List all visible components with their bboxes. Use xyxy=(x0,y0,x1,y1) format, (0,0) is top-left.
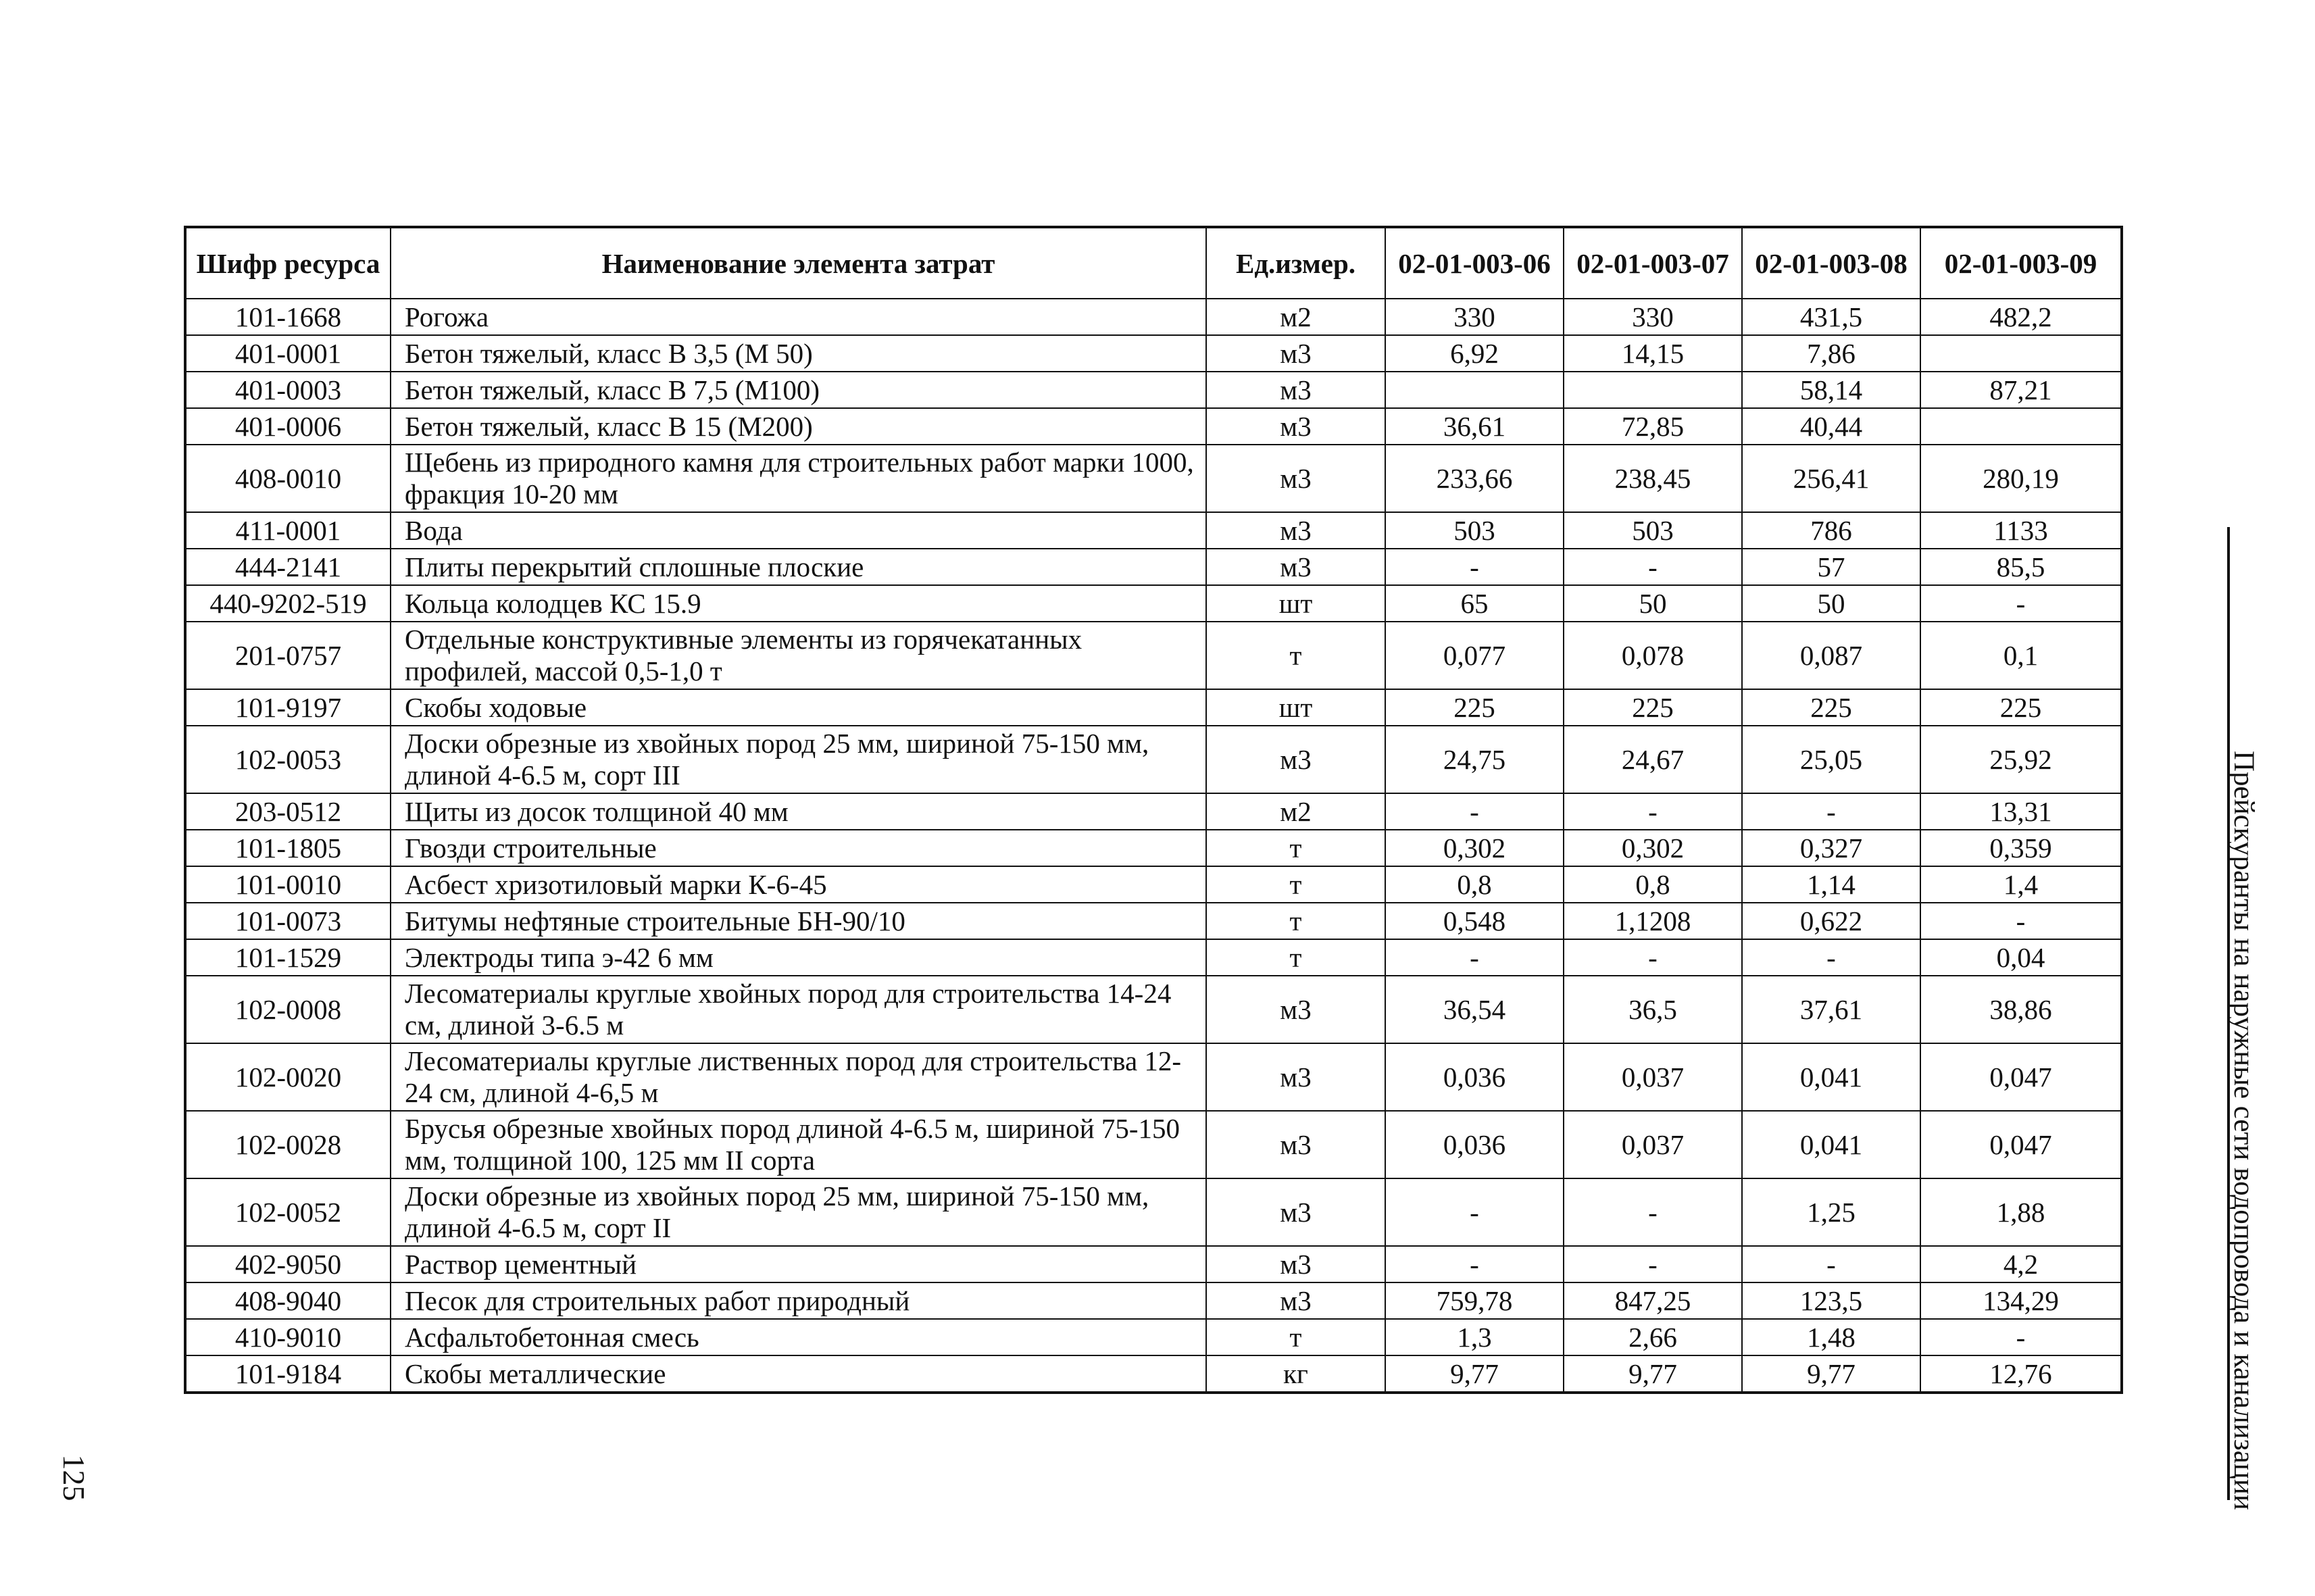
cell-value-02-01-003-09: 0,047 xyxy=(1920,1111,2122,1178)
table-row xyxy=(185,1282,2122,1319)
table-row xyxy=(185,622,2122,689)
cell-value-02-01-003-07: 330 xyxy=(1564,299,1742,335)
cell-value-02-01-003-08: 256,41 xyxy=(1742,445,1920,512)
cell-value-02-01-003-07: 9,77 xyxy=(1564,1355,1742,1393)
cell-value-02-01-003-07: 50 xyxy=(1564,585,1742,622)
table-body xyxy=(185,299,2122,1393)
header-col-02-01-003-07: 02-01-003-07 xyxy=(1564,227,1742,299)
cell-value-02-01-003-06: 36,54 xyxy=(1385,976,1564,1043)
cell-value-02-01-003-09: 1133 xyxy=(1920,512,2122,549)
cell-value-02-01-003-07: 225 xyxy=(1564,689,1742,726)
cell-unit: м3 xyxy=(1206,1043,1385,1111)
cell-cost-element-name: Вода xyxy=(391,512,1206,549)
cell-cost-element-name: Песок для строительных работ природный xyxy=(391,1282,1206,1319)
cell-cost-element-name: Скобы металлические xyxy=(391,1355,1206,1393)
cell-resource-code: 101-1805 xyxy=(185,830,391,866)
cell-value-02-01-003-07: 0,302 xyxy=(1564,830,1742,866)
table-header-row xyxy=(185,227,2122,299)
cell-unit: м3 xyxy=(1206,1111,1385,1178)
cell-value-02-01-003-07: 503 xyxy=(1564,512,1742,549)
cell-cost-element-name: Рогожа xyxy=(391,299,1206,335)
cell-cost-element-name: Плиты перекрытий сплошные плоские xyxy=(391,549,1206,585)
table-row xyxy=(185,976,2122,1043)
header-unit: Ед.измер. xyxy=(1206,227,1385,299)
cell-value-02-01-003-08: 1,25 xyxy=(1742,1178,1920,1246)
cell-unit: т xyxy=(1206,622,1385,689)
cell-value-02-01-003-09: 134,29 xyxy=(1920,1282,2122,1319)
cell-resource-code: 411-0001 xyxy=(185,512,391,549)
table-row xyxy=(185,335,2122,372)
cell-unit: м3 xyxy=(1206,445,1385,512)
cell-unit: м2 xyxy=(1206,299,1385,335)
cell-value-02-01-003-06: 759,78 xyxy=(1385,1282,1564,1319)
cell-cost-element-name: Бетон тяжелый, класс В 15 (М200) xyxy=(391,408,1206,445)
cell-resource-code: 102-0020 xyxy=(185,1043,391,1111)
cell-unit: м3 xyxy=(1206,1282,1385,1319)
cell-value-02-01-003-07: 72,85 xyxy=(1564,408,1742,445)
cell-cost-element-name: Лесоматериалы круглые хвойных пород для строительства 14-24 см, длиной 3-6.5 м xyxy=(391,976,1206,1043)
cell-value-02-01-003-08: 431,5 xyxy=(1742,299,1920,335)
cell-value-02-01-003-07: 0,037 xyxy=(1564,1111,1742,1178)
cell-value-02-01-003-08: 225 xyxy=(1742,689,1920,726)
cell-value-02-01-003-07: 238,45 xyxy=(1564,445,1742,512)
cell-value-02-01-003-06: 9,77 xyxy=(1385,1355,1564,1393)
cell-value-02-01-003-07: 0,037 xyxy=(1564,1043,1742,1111)
cell-value-02-01-003-06: 65 xyxy=(1385,585,1564,622)
cell-value-02-01-003-09: 225 xyxy=(1920,689,2122,726)
cell-resource-code: 401-0001 xyxy=(185,335,391,372)
table-row xyxy=(185,866,2122,903)
cell-resource-code: 102-0028 xyxy=(185,1111,391,1178)
cell-value-02-01-003-08: 7,86 xyxy=(1742,335,1920,372)
cell-resource-code: 101-0073 xyxy=(185,903,391,939)
cell-value-02-01-003-06 xyxy=(1385,372,1564,408)
cell-cost-element-name: Брусья обрезные хвойных пород длиной 4-6.5 м, шириной 75-150 мм, толщиной 100, 125 мм II сорта xyxy=(391,1111,1206,1178)
cell-value-02-01-003-08: 58,14 xyxy=(1742,372,1920,408)
cell-resource-code: 444-2141 xyxy=(185,549,391,585)
table-row xyxy=(185,549,2122,585)
cell-resource-code: 440-9202-519 xyxy=(185,585,391,622)
cell-value-02-01-003-09: - xyxy=(1920,903,2122,939)
table-row xyxy=(185,939,2122,976)
cell-value-02-01-003-08: 0,327 xyxy=(1742,830,1920,866)
cell-cost-element-name: Асбест хризотиловый марки К-6-45 xyxy=(391,866,1206,903)
cell-value-02-01-003-09: 0,1 xyxy=(1920,622,2122,689)
cell-value-02-01-003-08: 0,041 xyxy=(1742,1043,1920,1111)
cell-value-02-01-003-07: 847,25 xyxy=(1564,1282,1742,1319)
cell-value-02-01-003-07: - xyxy=(1564,1246,1742,1282)
cell-resource-code: 102-0053 xyxy=(185,726,391,793)
cell-unit: кг xyxy=(1206,1355,1385,1393)
header-cost-element-name: Наименование элемента затрат xyxy=(391,227,1206,299)
cell-value-02-01-003-06: 503 xyxy=(1385,512,1564,549)
cell-resource-code: 102-0052 xyxy=(185,1178,391,1246)
cell-value-02-01-003-08: 123,5 xyxy=(1742,1282,1920,1319)
cell-value-02-01-003-09: 38,86 xyxy=(1920,976,2122,1043)
cell-value-02-01-003-06: 0,036 xyxy=(1385,1043,1564,1111)
cell-unit: м3 xyxy=(1206,1178,1385,1246)
table-row xyxy=(185,1246,2122,1282)
cell-value-02-01-003-07: 1,1208 xyxy=(1564,903,1742,939)
cell-value-02-01-003-06: - xyxy=(1385,549,1564,585)
cell-value-02-01-003-08: 1,14 xyxy=(1742,866,1920,903)
cell-cost-element-name: Бетон тяжелый, класс В 3,5 (М 50) xyxy=(391,335,1206,372)
cell-value-02-01-003-09 xyxy=(1920,408,2122,445)
cell-unit: м3 xyxy=(1206,976,1385,1043)
cell-value-02-01-003-07: 0,078 xyxy=(1564,622,1742,689)
cell-value-02-01-003-07: 2,66 xyxy=(1564,1319,1742,1355)
cell-value-02-01-003-06: 0,8 xyxy=(1385,866,1564,903)
cell-cost-element-name: Бетон тяжелый, класс В 7,5 (М100) xyxy=(391,372,1206,408)
cell-value-02-01-003-07: 24,67 xyxy=(1564,726,1742,793)
cell-value-02-01-003-06: 1,3 xyxy=(1385,1319,1564,1355)
cell-value-02-01-003-08: 0,041 xyxy=(1742,1111,1920,1178)
cell-value-02-01-003-08: 57 xyxy=(1742,549,1920,585)
table-row xyxy=(185,1319,2122,1355)
cell-value-02-01-003-09: 13,31 xyxy=(1920,793,2122,830)
cell-unit: т xyxy=(1206,1319,1385,1355)
cell-value-02-01-003-09: 12,76 xyxy=(1920,1355,2122,1393)
cell-value-02-01-003-08: 9,77 xyxy=(1742,1355,1920,1393)
cell-resource-code: 201-0757 xyxy=(185,622,391,689)
page-number: 125 xyxy=(57,1454,91,1501)
table-row xyxy=(185,726,2122,793)
cell-resource-code: 203-0512 xyxy=(185,793,391,830)
cell-value-02-01-003-08: 50 xyxy=(1742,585,1920,622)
cell-cost-element-name: Доски обрезные из хвойных пород 25 мм, шириной 75-150 мм, длиной 4-6.5 м, сорт II xyxy=(391,1178,1206,1246)
header-resource-code: Шифр ресурса xyxy=(185,227,391,299)
cell-value-02-01-003-07: 14,15 xyxy=(1564,335,1742,372)
cell-resource-code: 101-0010 xyxy=(185,866,391,903)
cell-value-02-01-003-09: - xyxy=(1920,1319,2122,1355)
cell-resource-code: 101-1529 xyxy=(185,939,391,976)
cell-value-02-01-003-09: 1,88 xyxy=(1920,1178,2122,1246)
cell-value-02-01-003-06: - xyxy=(1385,1178,1564,1246)
cell-value-02-01-003-06: - xyxy=(1385,793,1564,830)
cell-cost-element-name: Щиты из досок толщиной 40 мм xyxy=(391,793,1206,830)
cell-value-02-01-003-06: 6,92 xyxy=(1385,335,1564,372)
cell-unit: м2 xyxy=(1206,793,1385,830)
cell-value-02-01-003-06: 330 xyxy=(1385,299,1564,335)
cell-value-02-01-003-08: - xyxy=(1742,1246,1920,1282)
cell-resource-code: 102-0008 xyxy=(185,976,391,1043)
cell-cost-element-name: Асфальтобетонная смесь xyxy=(391,1319,1206,1355)
cell-unit: м3 xyxy=(1206,549,1385,585)
cell-resource-code: 101-9197 xyxy=(185,689,391,726)
cell-value-02-01-003-06: 36,61 xyxy=(1385,408,1564,445)
table-row xyxy=(185,793,2122,830)
cell-value-02-01-003-09: 4,2 xyxy=(1920,1246,2122,1282)
cell-unit: т xyxy=(1206,939,1385,976)
cell-unit: м3 xyxy=(1206,335,1385,372)
cell-resource-code: 408-9040 xyxy=(185,1282,391,1319)
cell-resource-code: 401-0003 xyxy=(185,372,391,408)
table-row xyxy=(185,830,2122,866)
cell-value-02-01-003-08: - xyxy=(1742,939,1920,976)
header-col-02-01-003-09: 02-01-003-09 xyxy=(1920,227,2122,299)
cell-value-02-01-003-07: - xyxy=(1564,939,1742,976)
cell-value-02-01-003-08: 25,05 xyxy=(1742,726,1920,793)
cell-value-02-01-003-09: 0,047 xyxy=(1920,1043,2122,1111)
cell-value-02-01-003-06: 24,75 xyxy=(1385,726,1564,793)
side-title: Прейскуранты на наружные сети водопровода и канализации xyxy=(2228,751,2260,1510)
table-row xyxy=(185,372,2122,408)
cell-cost-element-name: Раствор цементный xyxy=(391,1246,1206,1282)
cell-value-02-01-003-06: - xyxy=(1385,939,1564,976)
cell-unit: м3 xyxy=(1206,408,1385,445)
cell-unit: т xyxy=(1206,830,1385,866)
cell-unit: т xyxy=(1206,866,1385,903)
cell-value-02-01-003-07: 36,5 xyxy=(1564,976,1742,1043)
cell-unit: м3 xyxy=(1206,726,1385,793)
cell-value-02-01-003-06: 0,077 xyxy=(1385,622,1564,689)
cell-value-02-01-003-08: 0,622 xyxy=(1742,903,1920,939)
cell-cost-element-name: Кольца колодцев КС 15.9 xyxy=(391,585,1206,622)
table-row xyxy=(185,1355,2122,1393)
resource-cost-table xyxy=(184,226,2123,1394)
table-row xyxy=(185,1043,2122,1111)
cell-resource-code: 401-0006 xyxy=(185,408,391,445)
cell-value-02-01-003-09: 0,04 xyxy=(1920,939,2122,976)
cell-cost-element-name: Лесоматериалы круглые лиственных пород для строительства 12-24 см, длиной 4-6,5 м xyxy=(391,1043,1206,1111)
cell-value-02-01-003-06: 0,036 xyxy=(1385,1111,1564,1178)
cell-unit: м3 xyxy=(1206,372,1385,408)
cell-cost-element-name: Гвозди строительные xyxy=(391,830,1206,866)
cell-value-02-01-003-09: 25,92 xyxy=(1920,726,2122,793)
cell-value-02-01-003-07: 0,8 xyxy=(1564,866,1742,903)
cell-cost-element-name: Доски обрезные из хвойных пород 25 мм, шириной 75-150 мм, длиной 4-6.5 м, сорт III xyxy=(391,726,1206,793)
cell-cost-element-name: Битумы нефтяные строительные БН-90/10 xyxy=(391,903,1206,939)
cell-value-02-01-003-09: 0,359 xyxy=(1920,830,2122,866)
cell-cost-element-name: Щебень из природного камня для строительных работ марки 1000, фракция 10-20 мм xyxy=(391,445,1206,512)
table-row xyxy=(185,585,2122,622)
cell-unit: м3 xyxy=(1206,1246,1385,1282)
cell-cost-element-name: Скобы ходовые xyxy=(391,689,1206,726)
cell-value-02-01-003-07: - xyxy=(1564,1178,1742,1246)
header-col-02-01-003-06: 02-01-003-06 xyxy=(1385,227,1564,299)
cell-value-02-01-003-08: 37,61 xyxy=(1742,976,1920,1043)
cell-value-02-01-003-08: - xyxy=(1742,793,1920,830)
cell-value-02-01-003-09 xyxy=(1920,335,2122,372)
cell-value-02-01-003-09: 1,4 xyxy=(1920,866,2122,903)
table-row xyxy=(185,512,2122,549)
cell-unit: шт xyxy=(1206,585,1385,622)
cell-value-02-01-003-08: 786 xyxy=(1742,512,1920,549)
cell-value-02-01-003-06: - xyxy=(1385,1246,1564,1282)
header-col-02-01-003-08: 02-01-003-08 xyxy=(1742,227,1920,299)
cell-value-02-01-003-06: 225 xyxy=(1385,689,1564,726)
cell-value-02-01-003-07: - xyxy=(1564,549,1742,585)
table-row xyxy=(185,903,2122,939)
table-row xyxy=(185,299,2122,335)
cell-value-02-01-003-07 xyxy=(1564,372,1742,408)
cell-value-02-01-003-06: 0,548 xyxy=(1385,903,1564,939)
cell-resource-code: 101-9184 xyxy=(185,1355,391,1393)
cell-value-02-01-003-07: - xyxy=(1564,793,1742,830)
table-row xyxy=(185,689,2122,726)
cell-unit: м3 xyxy=(1206,512,1385,549)
cell-cost-element-name: Отдельные конструктивные элементы из горячекатанных профилей, массой 0,5-1,0 т xyxy=(391,622,1206,689)
cell-resource-code: 402-9050 xyxy=(185,1246,391,1282)
table-row xyxy=(185,1178,2122,1246)
table-row xyxy=(185,1111,2122,1178)
table-row xyxy=(185,408,2122,445)
cell-value-02-01-003-09: 482,2 xyxy=(1920,299,2122,335)
cell-value-02-01-003-09: - xyxy=(1920,585,2122,622)
cell-value-02-01-003-06: 233,66 xyxy=(1385,445,1564,512)
cell-unit: шт xyxy=(1206,689,1385,726)
table-row xyxy=(185,445,2122,512)
cell-value-02-01-003-08: 0,087 xyxy=(1742,622,1920,689)
cell-value-02-01-003-06: 0,302 xyxy=(1385,830,1564,866)
cell-value-02-01-003-09: 87,21 xyxy=(1920,372,2122,408)
cell-cost-element-name: Электроды типа э-42 6 мм xyxy=(391,939,1206,976)
cell-value-02-01-003-08: 1,48 xyxy=(1742,1319,1920,1355)
cell-unit: т xyxy=(1206,903,1385,939)
cell-value-02-01-003-09: 280,19 xyxy=(1920,445,2122,512)
cell-resource-code: 410-9010 xyxy=(185,1319,391,1355)
cell-resource-code: 101-1668 xyxy=(185,299,391,335)
cell-value-02-01-003-09: 85,5 xyxy=(1920,549,2122,585)
cell-resource-code: 408-0010 xyxy=(185,445,391,512)
cell-value-02-01-003-08: 40,44 xyxy=(1742,408,1920,445)
